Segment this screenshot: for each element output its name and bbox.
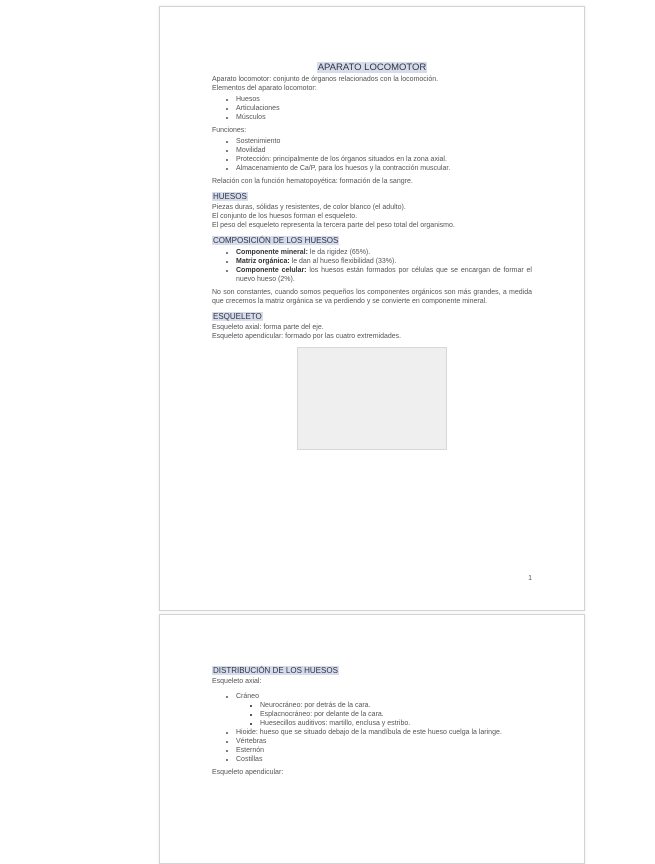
- apendicular-label: Esqueleto apendicular:: [212, 769, 284, 776]
- relacion-text: Relación con la función hematopoyética: formación de la sangre.: [212, 178, 413, 185]
- composicion-list: [212, 248, 532, 284]
- section-heading-distribucion: DISTRIBUCIÓN DE LOS HUESOS: [213, 666, 338, 675]
- list-item: ▪ Esplacnocráneo: por delante de la cara.: [260, 710, 532, 719]
- section-heading-huesos: HUESOS: [213, 192, 247, 201]
- huesos-line: El conjunto de los huesos forman el esqueleto.: [212, 213, 358, 220]
- page-1-content: [212, 62, 532, 450]
- list-item: • Protección: principalmente de los órganos situados en la zona axial.: [236, 155, 532, 164]
- list-item: • Matriz orgánica: le dan al hueso flexibilidad (33%).: [236, 257, 532, 266]
- list-item: • Cráneo ▪ Neurocráneo: por detrás de la cara. ▪ Esplacnocráneo: por delante de la cara. ▪ Huesecillos auditivos: martillo, enclusa y estribo.: [236, 692, 532, 728]
- section-heading-esqueleto: ESQUELETO: [213, 312, 262, 321]
- list-item: ▪ Huesecillos auditivos: martillo, enclusa y estribo.: [260, 719, 532, 728]
- esqueleto-line: Esqueleto apendicular: formado por las cuatro extremidades.: [212, 333, 402, 340]
- list-item: • Hioide: hueso que se situado debajo de la mandíbula de este hueso cuelga la laringe.: [236, 728, 532, 737]
- axial-label: Esqueleto axial:: [212, 678, 262, 685]
- image-placeholder: [297, 347, 447, 450]
- list-item: • Esternón: [236, 746, 532, 755]
- list-item: • Huesos: [236, 95, 532, 104]
- elements-list: [212, 95, 532, 122]
- list-item: • Vértebras: [236, 737, 532, 746]
- list-item: • Componente mineral: le da rigidez (65%).: [236, 248, 532, 257]
- funciones-label: Funciones:: [212, 127, 247, 134]
- list-item: • Almacenamiento de Ca/P, para los huesos y la contracción muscular.: [236, 164, 532, 173]
- list-item: • Articulaciones: [236, 104, 532, 113]
- list-item: ▪ Neurocráneo: por detrás de la cara.: [260, 701, 532, 710]
- intro-line: Elementos del aparato locomotor:: [212, 85, 317, 92]
- list-item: • Sostenimiento: [236, 137, 532, 146]
- page-number: 1: [528, 575, 532, 582]
- huesos-line: El peso del esqueleto representa la tercera parte del peso total del organismo.: [212, 222, 455, 229]
- document-page-2: [159, 614, 585, 864]
- document-page-1: [159, 6, 585, 611]
- esqueleto-line: Esqueleto axial: forma parte del eje.: [212, 324, 324, 331]
- huesos-line: Piezas duras, sólidas y resistentes, de color blanco (el adulto).: [212, 204, 406, 211]
- composicion-paragraph: No son constantes, cuando somos pequeños los componentes orgánicos son más grandes, a medida que crecemos la matriz orgánica se va perdiendo y se convierte en componente mineral.: [212, 289, 532, 305]
- funciones-list: [212, 137, 532, 173]
- list-item: • Músculos: [236, 113, 532, 122]
- axial-list: [212, 692, 532, 764]
- list-item: • Componente celular: los huesos están formados por células que se encargan de formar el nuevo hueso (2%).: [236, 266, 532, 284]
- document-title: APARATO LOCOMOTOR: [317, 62, 427, 73]
- list-item: • Movilidad: [236, 146, 532, 155]
- craneo-sublist: [236, 701, 532, 728]
- section-heading-composicion: COMPOSICIÓN DE LOS HUESOS: [213, 236, 339, 245]
- page-2-content: [212, 666, 532, 777]
- list-item: • Costillas: [236, 755, 532, 764]
- intro-line: Aparato locomotor: conjunto de órganos relacionados con la locomoción.: [212, 76, 439, 83]
